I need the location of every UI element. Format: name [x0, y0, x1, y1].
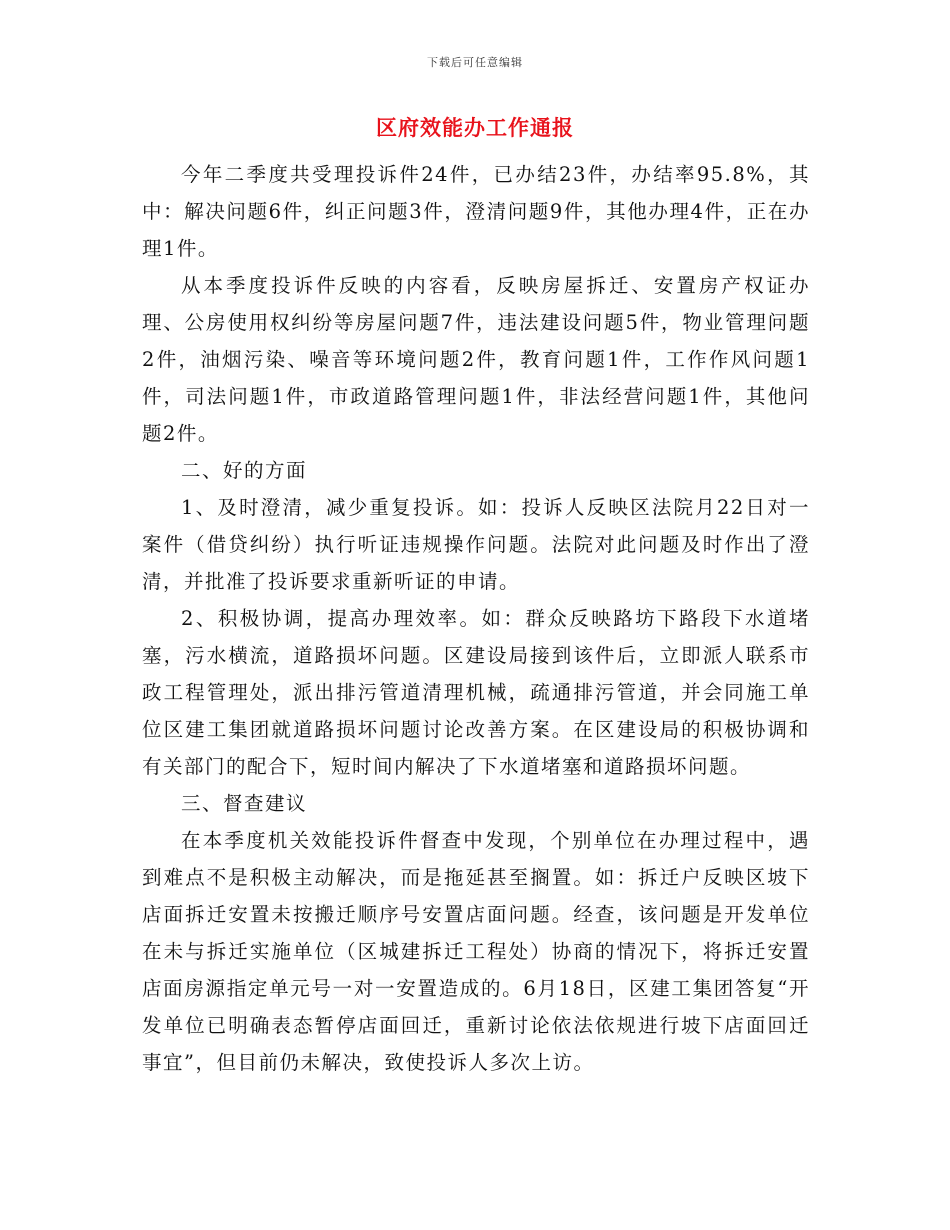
section-heading-good-aspects: 二、好的方面 [181, 459, 308, 482]
page-title: 区府效能办工作通报 [376, 116, 574, 140]
document-body [142, 156, 810, 1081]
paragraph-summary: 今年二季度共受理投诉件24件，已办结23件，办结率95.8%，其中：解决问题6件，纠正问题3件，澄清问题9件，其他办理4件，正在办理1件。 [142, 163, 810, 260]
header-note: 下载后可任意编辑 [427, 56, 523, 69]
section-heading-suggestions: 三、督查建议 [181, 792, 308, 815]
paragraph-item-2: 2、积极协调，提高办理效率。如：群众反映路坊下路段下水道堵塞，污水横流，道路损坏问题。区建设局接到该件后，立即派人联系市政工程管理处，派出排污管道清理机械，疏通排污管道，并会同施工单位区建工集团就道路损坏问题讨论改善方案。在区建设局的积极协调和有关部门的配合下，短时间内解决了下水道堵塞和道路损坏问题。 [142, 607, 810, 778]
paragraph-suggestions: 在本季度机关效能投诉件督查中发现，个别单位在办理过程中，遇到难点不是积极主动解决，而是拖延甚至搁置。如：拆迁户反映区坡下店面拆迁安置未按搬迁顺序号安置店面问题。经查，该问题是开发单位在未与拆迁实施单位（区城建拆迁工程处）协商的情况下，将拆迁安置店面房源指定单元号一对一安置造成的。6月18日，区建工集团答复“开发单位已明确表态暂停店面回迁，重新讨论依法依规进行坡下店面回迁事宜”，但目前仍未解决，致使投诉人多次上访。 [142, 829, 810, 1074]
paragraph-item-1: 1、及时澄清，减少重复投诉。如：投诉人反映区法院月22日对一案件（借贷纠纷）执行听证违规操作问题。法院对此问题及时作出了澄清，并批准了投诉要求重新听证的申请。 [142, 496, 810, 593]
paragraph-complaint-content: 从本季度投诉件反映的内容看，反映房屋拆迁、安置房产权证办理、公房使用权纠纷等房屋问题7件，违法建设问题5件，物业管理问题2件，油烟污染、噪音等环境问题2件，教育问题1件，工作作风问题1件，司法问题1件，市政道路管理问题1件，非法经营问题1件，其他问题2件。 [142, 274, 810, 445]
